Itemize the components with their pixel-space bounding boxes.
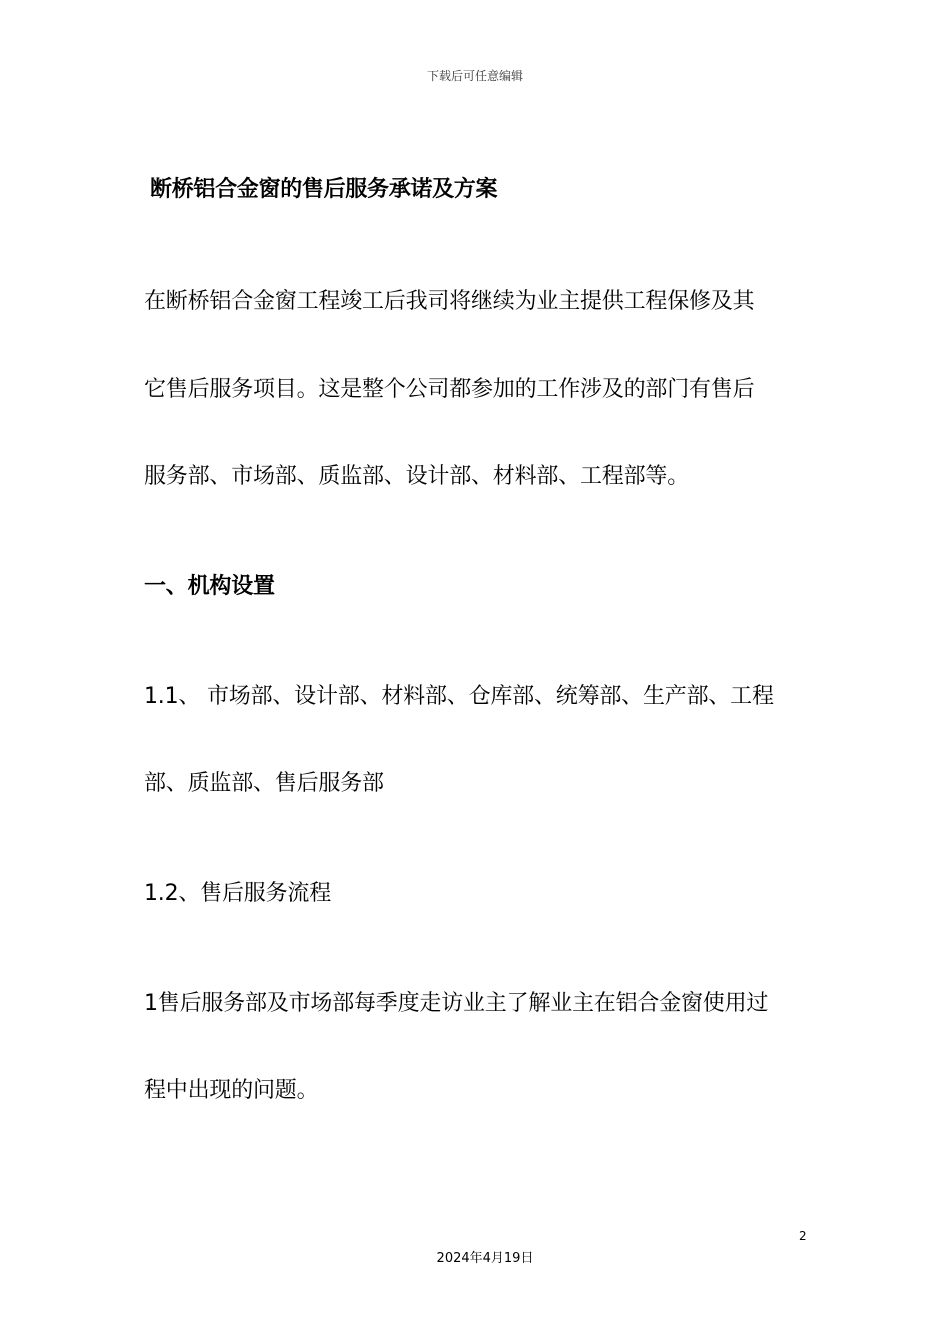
intro-line-1: 在断桥铝合金窗工程竣工后我司将继续为业主提供工程保修及其: [144, 289, 755, 314]
item-1-2-label: 1.2、售后服务流程: [144, 881, 331, 906]
footer-date: 2024年4月19日: [436, 1251, 534, 1266]
document-title: 断桥铝合金窗的售后服务承诺及方案: [150, 177, 498, 202]
step-1-line-2: 程中出现的问题。: [144, 1078, 319, 1103]
item-1-1-line-2: 部、质监部、售后服务部: [144, 771, 384, 796]
section-heading: 一、机构设置: [144, 574, 275, 599]
page-number: 2: [799, 1229, 807, 1243]
intro-line-3: 服务部、市场部、质监部、设计部、材料部、工程部等。: [144, 464, 690, 489]
step-1-line-1: 1售后服务部及市场部每季度走访业主了解业主在铝合金窗使用过: [144, 991, 769, 1016]
header-note: 下载后可任意编辑: [426, 69, 523, 83]
item-1-1-line-1: 1.1、 市场部、设计部、材料部、仓库部、统筹部、生产部、工程: [144, 684, 774, 709]
intro-line-2: 它售后服务项目。这是整个公司都参加的工作涉及的部门有售后: [144, 377, 755, 402]
